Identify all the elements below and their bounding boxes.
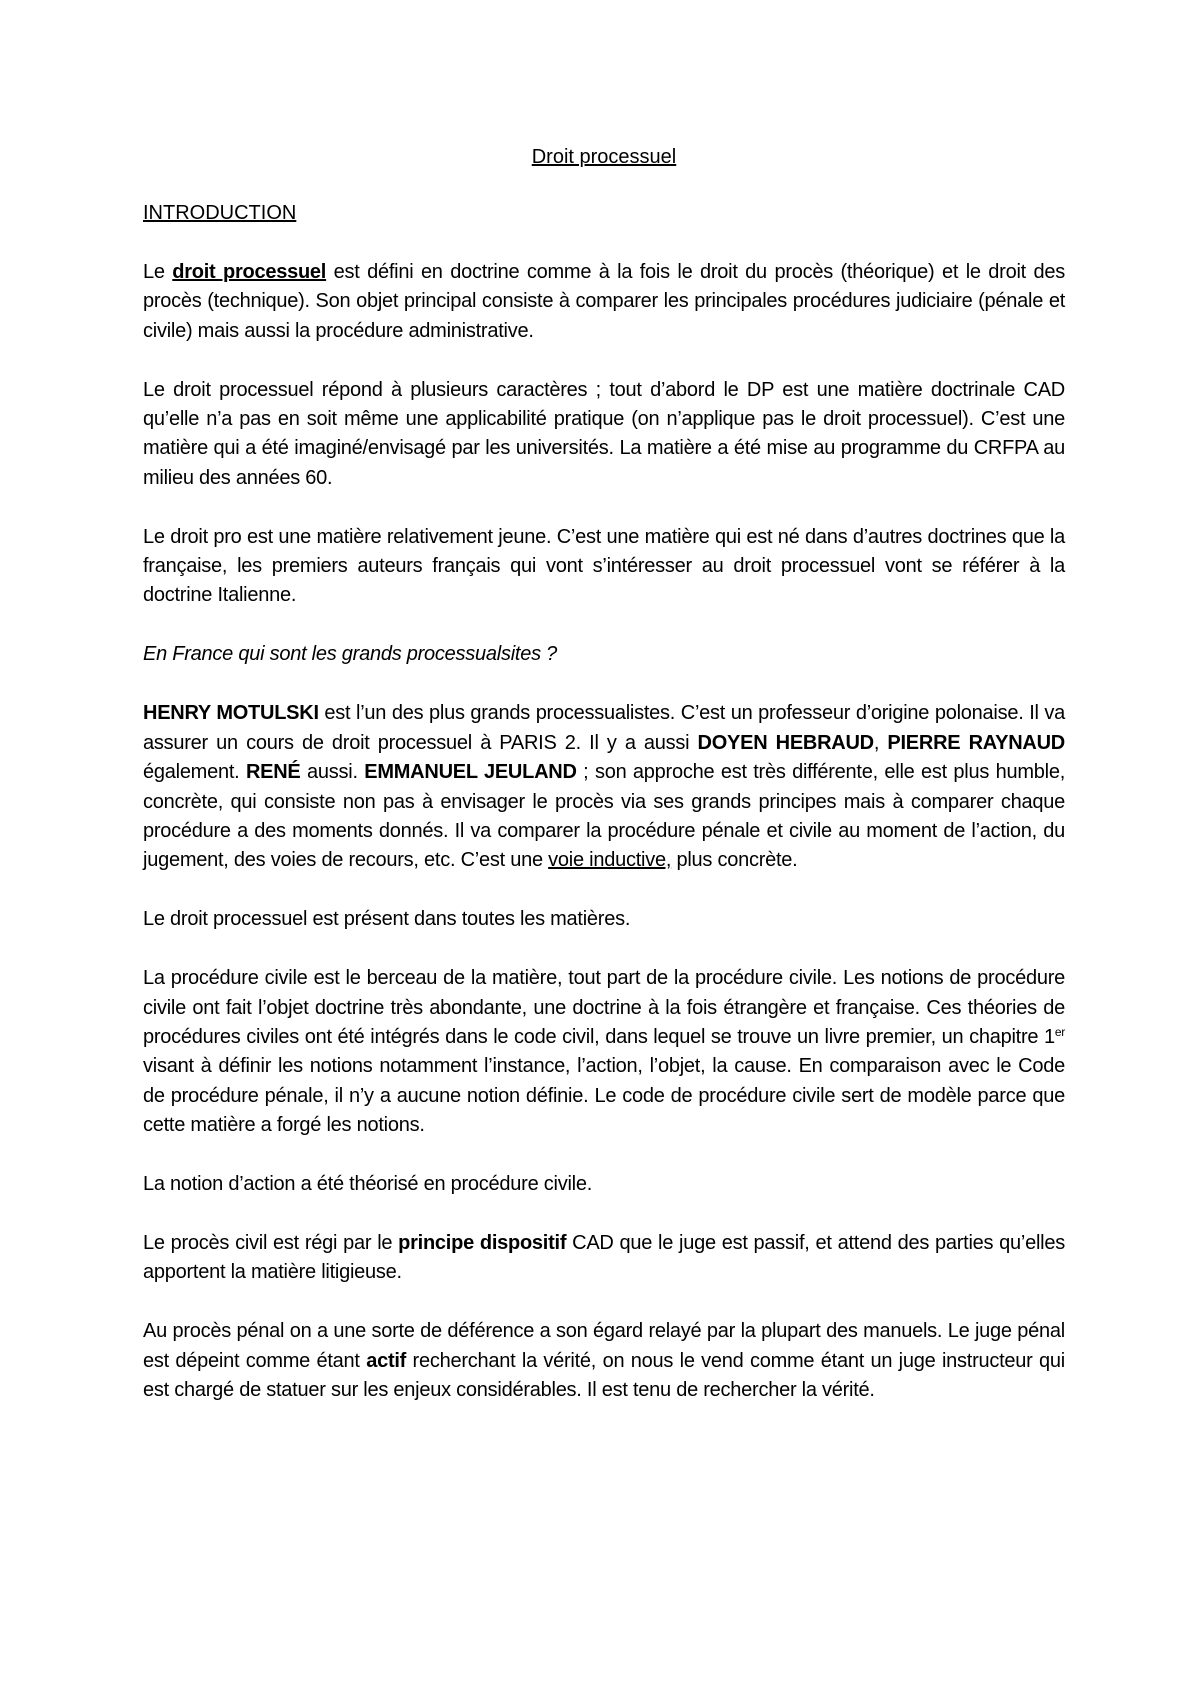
author-name: DOYEN HEBRAUD	[697, 731, 874, 754]
paragraph-authors	[143, 699, 1065, 875]
document-title: Droit processuel	[531, 146, 677, 168]
key-term: voie inductive,	[548, 849, 672, 872]
text-span: La procédure civile est le berceau de la matière, tout part de la procédure civile. Les notions de procédure civile ont fait l’objet doctrine très abondante, une doctrine à la fois étrangère et française. Ces théories de procédures civiles ont été intégrés dans le code civil, dans lequel se trouve un livre premier, un chapitre 1	[143, 967, 1065, 1048]
author-name: EMMANUEL JEULAND	[364, 761, 577, 784]
key-term: droit processuel	[172, 260, 327, 283]
document-page	[143, 143, 1065, 1435]
text-span: est l’un des plus grands processualistes. C’est un professeur d’origine polonaise. Il va assurer un cours de droit processuel à PARIS 2. Il y a aussi	[143, 702, 1065, 754]
superscript: er	[1054, 1024, 1065, 1039]
paragraph-civil-trial	[143, 1229, 1065, 1288]
text-span: également.	[143, 761, 246, 784]
text-span: ,	[873, 731, 888, 754]
text-span: aussi.	[300, 761, 365, 784]
question-line: En France qui sont les grands processualsites ?	[143, 643, 558, 666]
text-span: plus concrète.	[671, 849, 798, 872]
paragraph-history: Le droit pro est une matière relativement jeune. C’est une matière qui est né dans d’autres doctrines que la française, les premiers auteurs français qui vont s’intéresser au droit processuel vont se référer à la doctrine Italienne.	[143, 525, 1065, 607]
author-name: RENÉ	[245, 761, 301, 784]
text-span: recherchant la vérité, on nous le vend comme étant un juge instructeur qui est chargé de statuer sur les enjeux considérables. Il est tenu de rechercher la vérité.	[143, 1349, 1065, 1402]
text-span: Le procès civil est régi par le	[143, 1231, 399, 1254]
text-span: est défini en doctrine comme à la fois le droit du procès (théorique) et le droit des procès (technique). Son objet principal consiste à comparer les principales procédures judiciaire (pénale et civile) mais aussi la procédure administrative.	[143, 260, 1065, 342]
author-name: PIERRE RAYNAUD	[887, 731, 1065, 754]
text-span: CAD que le juge est passif, et attend des parties qu’elles apportent la matière litigieuse.	[143, 1231, 1065, 1284]
author-name: HENRY MOTULSKI	[143, 702, 319, 725]
paragraph-characteristics: Le droit processuel répond à plusieurs caractères ; tout d’abord le DP est une matière doctrinale CAD qu’elle n’a pas en soit même une applicabilité pratique (on n’applique pas le droit processuel). C’est une matière qui a été imaginé/envisagé par les universités. La matière a été mise au programme du CRFPA au milieu des années 60.	[143, 378, 1065, 489]
section-heading: INTRODUCTION	[143, 202, 297, 225]
paragraph-criminal-trial	[143, 1317, 1065, 1405]
text-span: ; son approche est très différente, elle est plus humble, concrète, qui consiste non pas à envisager le procès via ses grands principes mais à comparer chaque procédure a des moments donnés. Il va comparer la procédure pénale et civile au moment de l’action, du jugement, des voies de recours, etc. C’est une	[143, 761, 1066, 872]
text-span: visant à définir les notions notamment l’instance, l’action, l’objet, la cause. En comparaison avec le Code de procédure pénale, il n’y a aucune notion définie. Le code de procédure civile sert de modèle parce que cette matière a forgé les notions.	[143, 1055, 1065, 1137]
text-span: Au procès pénal on a une sorte de déférence a son égard relayé par la plupart des manuels. Le juge pénal est dépeint comme étant	[143, 1320, 1065, 1372]
paragraph-action-notion: La notion d’action a été théorisé en procédure civile.	[143, 1173, 593, 1196]
key-term: principe dispositif	[398, 1231, 567, 1254]
paragraph-civil-procedure	[143, 964, 1065, 1140]
paragraph-definition	[143, 258, 1065, 346]
key-term: actif	[366, 1349, 407, 1372]
paragraph-presence: Le droit processuel est présent dans toutes les matières.	[143, 908, 631, 931]
text-span: Le	[143, 260, 173, 283]
